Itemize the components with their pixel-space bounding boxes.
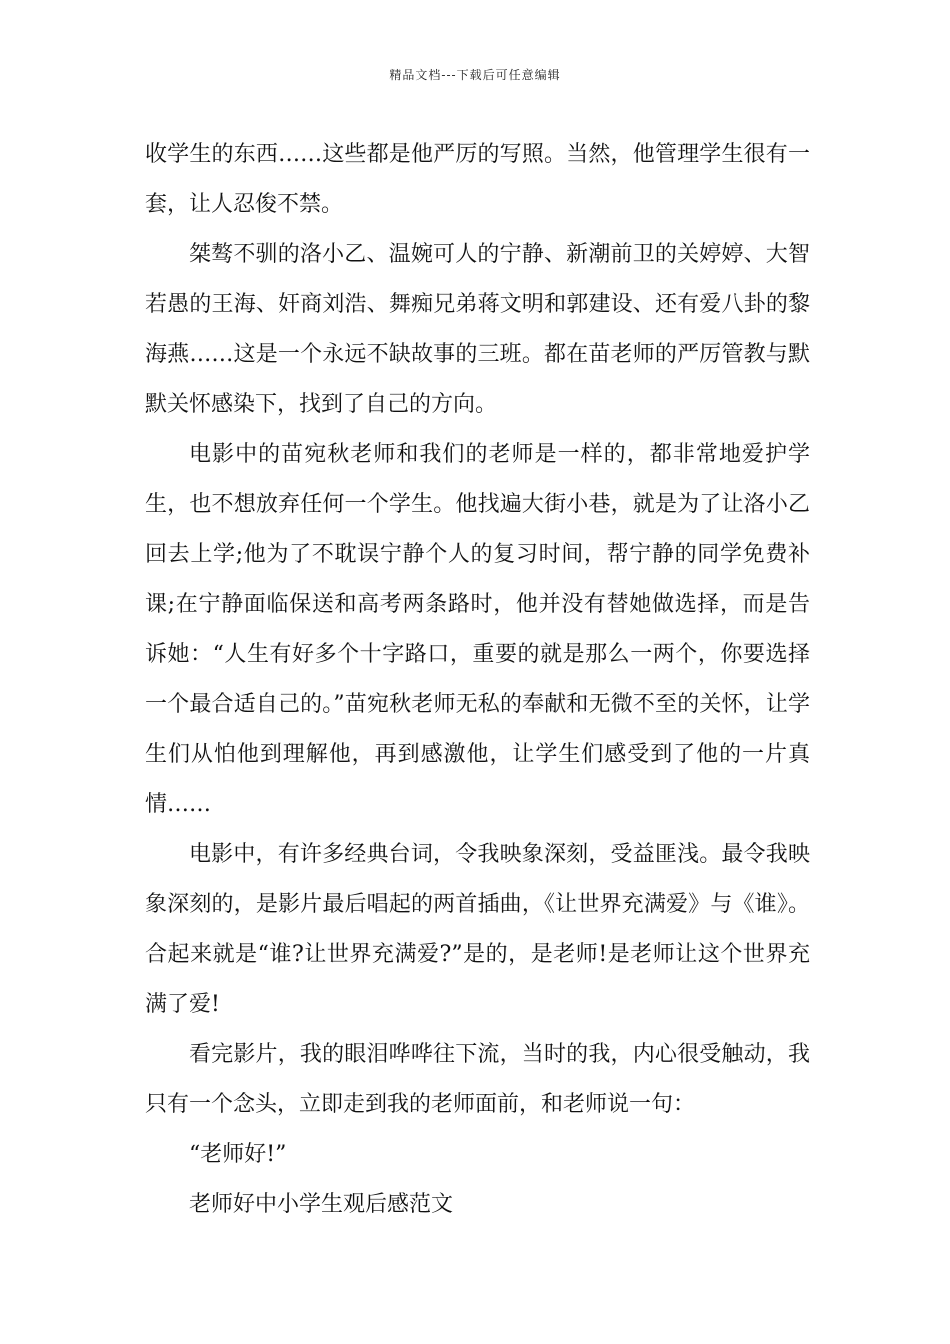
section-title: 老师好中小学生观后感范文 (189, 1192, 454, 1217)
paragraph: 桀骜不驯的洛小乙、温婉可人的宁静、新潮前卫的关婷婷、大智若愚的王海、奸商刘浩、舞痴兄弟蒋文明和郭建设、还有爱八卦的黎海燕……这是一个永远不缺故事的三班。都在苗老师的严厉管教与默默关怀感染下，找到了自己的方向。 (145, 242, 810, 417)
paragraph: 收学生的东西……这些都是他严厉的写照。当然，他管理学生很有一套，让人忍俊不禁。 (145, 142, 810, 217)
page-header: 精品文档---下载后可任意编辑 (389, 68, 561, 82)
paragraph: 看完影片，我的眼泪哗哗往下流，当时的我，内心很受触动，我只有一个念头，立即走到我的老师面前，和老师说一句： (145, 1042, 810, 1117)
paragraph: 电影中，有许多经典台词，令我映象深刻，受益匪浅。最令我映象深刻的，是影片最后唱起的两首插曲，《让世界充满爱》与《谁》。合起来就是“谁?让世界充满爱?”是的，是老师!是老师让这个世界充满了爱! (145, 842, 810, 1017)
paragraph: 电影中的苗宛秋老师和我们的老师是一样的，都非常地爱护学生，也不想放弃任何一个学生。他找遍大街小巷，就是为了让洛小乙回去上学;他为了不耽误宁静个人的复习时间，帮宁静的同学免费补课;在宁静面临保送和高考两条路时，他并没有替她做选择，而是告诉她：“人生有好多个十字路口，重要的就是那么一两个，你要选择一个最合适自己的。”苗宛秋老师无私的奉献和无微不至的关怀，让学生们从怕他到理解他，再到感激他，让学生们感受到了他的一片真情…… (145, 442, 810, 817)
document-body (145, 130, 810, 1230)
quote-paragraph: “老师好!” (189, 1142, 287, 1167)
